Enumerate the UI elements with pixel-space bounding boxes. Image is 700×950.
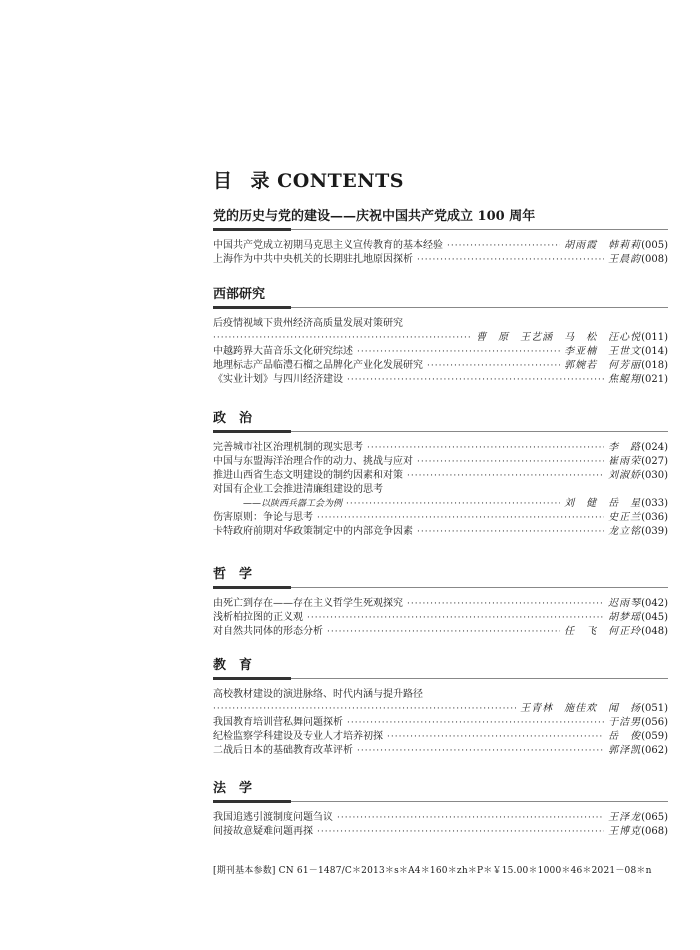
section-rule bbox=[213, 431, 668, 434]
toc-entry[interactable]: 对自然共同体的形态分析 ····· 任 飞 何正玲 (048) bbox=[213, 625, 668, 639]
toc-entry[interactable]: 伤害原则：争论与思考 ····· 史正兰 (036) bbox=[213, 511, 668, 525]
entry-list bbox=[213, 441, 668, 539]
journal-parameters-footer: [期刊基本参数] CN 61－1487/C＊2013＊s＊A4＊160＊zh＊P＊￥15.00＊1000＊46＊2021－08＊n bbox=[213, 866, 652, 876]
section-heading: 政 治 bbox=[213, 411, 253, 426]
section-rule bbox=[213, 307, 668, 310]
section-rule bbox=[213, 229, 668, 232]
title-part-2: 录 CONTENTS bbox=[250, 170, 405, 192]
entry-list bbox=[213, 597, 668, 639]
section-rule bbox=[213, 587, 668, 590]
toc-entry[interactable]: 浅析柏拉图的正义观 ····· 胡梦瑶 (045) bbox=[213, 611, 668, 625]
toc-entry[interactable]: 间接故意疑难问题再探 ····· 王博克 (068) bbox=[213, 825, 668, 839]
toc-entry[interactable]: 中越跨界大苗音乐文化研究综述 ····· 李亚楠 王世文 (014) bbox=[213, 345, 668, 359]
title-part-1: 目 bbox=[213, 170, 233, 192]
entry-list bbox=[213, 811, 668, 839]
toc-entry[interactable]: 卡特政府前期对华政策制定中的内部竞争因素 ····· 龙立铭 (039) bbox=[213, 525, 668, 539]
section bbox=[213, 286, 668, 387]
section-heading: 党的历史与党的建设——庆祝中国共产党成立 100 周年 bbox=[213, 209, 536, 224]
section bbox=[213, 208, 668, 267]
toc-entry-continuation[interactable]: ····· 王青林 施佳欢 闻 扬 (051) bbox=[213, 702, 668, 716]
toc-entry[interactable]: 完善城市社区治理机制的现实思考 ····· 李 路 (024) bbox=[213, 441, 668, 455]
section-rule bbox=[213, 801, 668, 804]
section bbox=[213, 780, 668, 839]
section-heading: 教 育 bbox=[213, 658, 253, 673]
section-heading: 哲 学 bbox=[213, 567, 253, 582]
toc-entry[interactable]: 二战后日本的基础教育改革评析 ····· 郭泽凯 (062) bbox=[213, 744, 668, 758]
toc-entry-continuation[interactable]: ····· 曹 原 王艺涵 马 松 汪心悦 (011) bbox=[213, 331, 668, 345]
entry-list bbox=[213, 317, 668, 387]
toc-entry[interactable]: 由死亡到存在——存在主义哲学生死观探究 ····· 迟雨琴 (042) bbox=[213, 597, 668, 611]
section bbox=[213, 410, 668, 539]
toc-entry[interactable]: 对国有企业工会推进清廉组建设的思考 bbox=[213, 484, 383, 495]
toc-entry[interactable]: 中国与东盟海洋治理合作的动力、挑战与应对 ····· 崔雨荣 (027) bbox=[213, 455, 668, 469]
toc-entry[interactable]: 上海作为中共中央机关的长期驻扎地原因探析 ····· 王晨韵 (008) bbox=[213, 253, 668, 267]
toc-entry[interactable]: 后疫情视域下贵州经济高质量发展对策研究 bbox=[213, 318, 403, 329]
toc-entry[interactable]: 地理标志产品临澧石榴之品牌化产业化发展研究 ····· 郭婉若 何芳丽 (018) bbox=[213, 359, 668, 373]
toc-entry[interactable]: 纪检监察学科建设及专业人才培养初探 ····· 岳 俊 (059) bbox=[213, 730, 668, 744]
section-heading: 法 学 bbox=[213, 781, 253, 796]
toc-entry[interactable]: 我国教育培训营私舞问题探析 ····· 于洁男 (056) bbox=[213, 716, 668, 730]
section-heading: 西部研究 bbox=[213, 287, 266, 302]
toc-entry[interactable]: 推进山西省生态文明建设的制约因素和对策 ····· 刘淑娇 (030) bbox=[213, 469, 668, 483]
toc-entry[interactable]: 中国共产党成立初期马克思主义宣传教育的基本经验 ····· 胡雨霞 韩莉莉 (005) bbox=[213, 239, 668, 253]
entry-list bbox=[213, 239, 668, 267]
toc-entry[interactable]: 《实业计划》与四川经济建设 ····· 焦鲲翔 (021) bbox=[213, 373, 668, 387]
toc-entry[interactable]: 高校教材建设的演进脉络、时代内涵与提升路径 bbox=[213, 689, 423, 700]
section-rule bbox=[213, 678, 668, 681]
page-title bbox=[213, 166, 404, 193]
toc-entry[interactable]: 我国追逃引渡制度问题刍议 ····· 王泽龙 (065) bbox=[213, 811, 668, 825]
entry-list bbox=[213, 688, 668, 758]
section bbox=[213, 566, 668, 639]
section bbox=[213, 657, 668, 758]
toc-entry-subtitle[interactable]: ——以陕西兵器工会为例 ····· 刘 健 岳 星 (033) bbox=[213, 497, 668, 511]
